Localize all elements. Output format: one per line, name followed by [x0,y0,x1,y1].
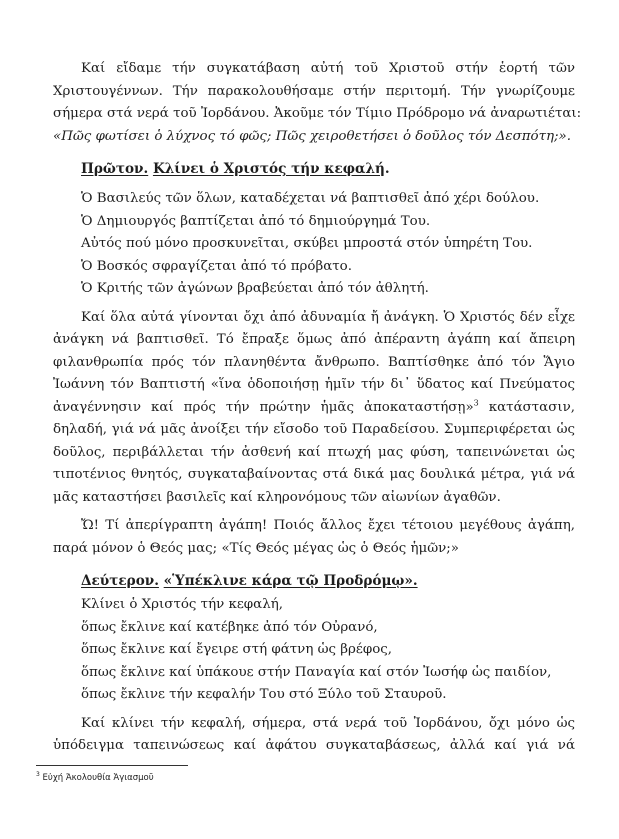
heading-period: . [384,161,390,177]
text-line-with-footnote [53,397,575,420]
heading-number: Δεύτερον. [81,573,159,589]
paragraph-closing [53,713,575,758]
list-first [81,188,575,301]
list-item: ὅπως ἔκλινε καί ἔγειρε στή φάτνη ὡς βρέφος, [81,642,393,657]
text-line: δοῦλος, περιβάλλεται τήν ἀσθενή καί πτωχή μας φύση, ταπεινώνεται ὡς [53,444,575,460]
section-heading-second [81,570,575,592]
text-line: σήμερα στά νερά τοῦ Ἰορδάνου. Ἀκοῦμε τόν Τίμιο Πρόδρομο νά ἀναρωτιέται: [53,106,582,121]
paragraph-intro [53,58,582,148]
text-line: δηλαδή, γιά νά μᾶς ἀνοίξει τήν εἴσοδο τοῦ Παραδείσου. Συμπεριφέρεται ὡς [53,422,575,437]
text-segment: κατάστασιν, [478,399,576,415]
text-line: Ὤ! Τί ἀπερίγραπτη ἀγάπη! Ποιός ἄλλος ἔχει τέτοιου μεγέθους ἀγάπη, [81,518,575,533]
list-item: Αὐτός πού μόνο προσκυνεῖται, σκύβει μπροστά στόν ὑπηρέτη Του. [81,236,533,251]
text-line: Καί κλίνει τήν κεφαλή, σήμερα, στά νερά τοῦ Ἰορδάνου, ὄχι μόνο ὡς [81,715,575,731]
text-line: ἀνάγκη νά βαπτισθεῖ. Τό ἔπραξε ὅμως ἀπό ἀπέραντη ἀγάπη καί ἄπειρη [53,332,575,347]
heading-title: «Ὑπέκλινε κάρα τῷ Προδρόμῳ». [163,573,418,589]
text-segment: ἀναγέννησιν καί πρός τήν πρώτην ἡμᾶς ἀποκαταστήσῃ» [53,399,474,415]
footnote [36,771,154,783]
footnote-reference[interactable]: 3 [473,398,479,408]
text-line: παρά μόνον ὁ Θεός μας; «Τίς Θεός μέγας ὡς ὁ Θεός ἡμῶν;» [53,540,459,556]
footnote-text: Εὐχή Ἀκολουθία Ἁγιασμοῦ [42,772,154,783]
text-line: Καί εἴδαμε τήν συγκατάβαση αὐτή τοῦ Χριστοῦ στήν ἑορτή τῶν [81,61,575,76]
list-item: Ὁ Κριτής τῶν ἀγώνων βραβεύεται ἀπό τόν ἀθλητή. [81,281,429,296]
document-page [53,58,582,758]
text-line: μᾶς καταστήσει βασιλεῖς καί κληρονόμους τῶν αἰωνίων ἀγαθῶν. [53,489,501,505]
heading-number: Πρῶτον. [81,161,149,177]
text-line: Χριστουγέννων. Τήν παρακολουθήσαμε στήν περιτομή. Τήν γνωρίζουμε [53,83,575,99]
text-line: φιλανθρωπία πρός τόν πλανηθέντα ἄνθρωπο. Βαπτίσθηκε ἀπό τόν Ἅγιο [53,354,575,370]
list-item: ὅπως ἔκλινε καί ὑπάκουε στήν Παναγία καί στόν Ἰωσήφ ὡς παιδίον, [81,664,552,680]
list-item: Κλίνει ὁ Χριστός τήν κεφαλή, [81,597,283,612]
list-item: ὅπως ἔκλινε καί κατέβηκε ἀπό τόν Οὐρανό, [81,619,378,635]
text-line: Καί ὅλα αὐτά γίνονται ὄχι ἀπό ἀδυναμία ἤ ἀνάγκη. Ὁ Χριστός δέν εἶχε [81,309,575,325]
section-heading-first [81,158,575,180]
list-second [81,594,575,707]
list-item: Ὁ Βοσκός σφραγίζεται ἀπό τό πρόβατο. [81,258,352,274]
quote-line: «Πῶς φωτίσει ὁ λύχνος τό φῶς; Πῶς χειροθετήσει ὁ δοῦλος τόν Δεσπότη;». [53,128,571,144]
list-item: ὅπως ἔκλινε τήν κεφαλήν Του στό Ξύλο τοῦ Σταυροῦ. [81,687,447,702]
list-item: Ὁ Δημιουργός βαπτίζεται ἀπό τό δημιούργημά Του. [81,213,431,229]
list-item: Ὁ Βασιλεύς τῶν ὅλων, καταδέχεται νά βαπτισθεῖ ἀπό χέρι δούλου. [81,191,540,206]
text-line: Ἰωάννη τόν Βαπτιστή «ἵνα ὁδοποιήσῃ ἡμῖν τήν δι᾽ ὕδατος καί Πνεύματος [53,377,575,392]
paragraph-exclamation [53,515,575,560]
footnote-divider [36,765,188,766]
text-line: ὑπόδειγμα ταπεινώσεως καί ἀφάτου συγκαταβάσεως, ἀλλά καί γιά νά [53,738,575,753]
footnote-number: 3 [36,771,40,778]
paragraph-body [53,307,575,510]
heading-title: Κλίνει ὁ Χριστός τήν κεφαλή [152,161,385,177]
text-line: τιποτένιος θνητός, συγκαταβαίνοντας στά δικά μας δουλικά μέτρα, γιά νά [53,467,575,482]
